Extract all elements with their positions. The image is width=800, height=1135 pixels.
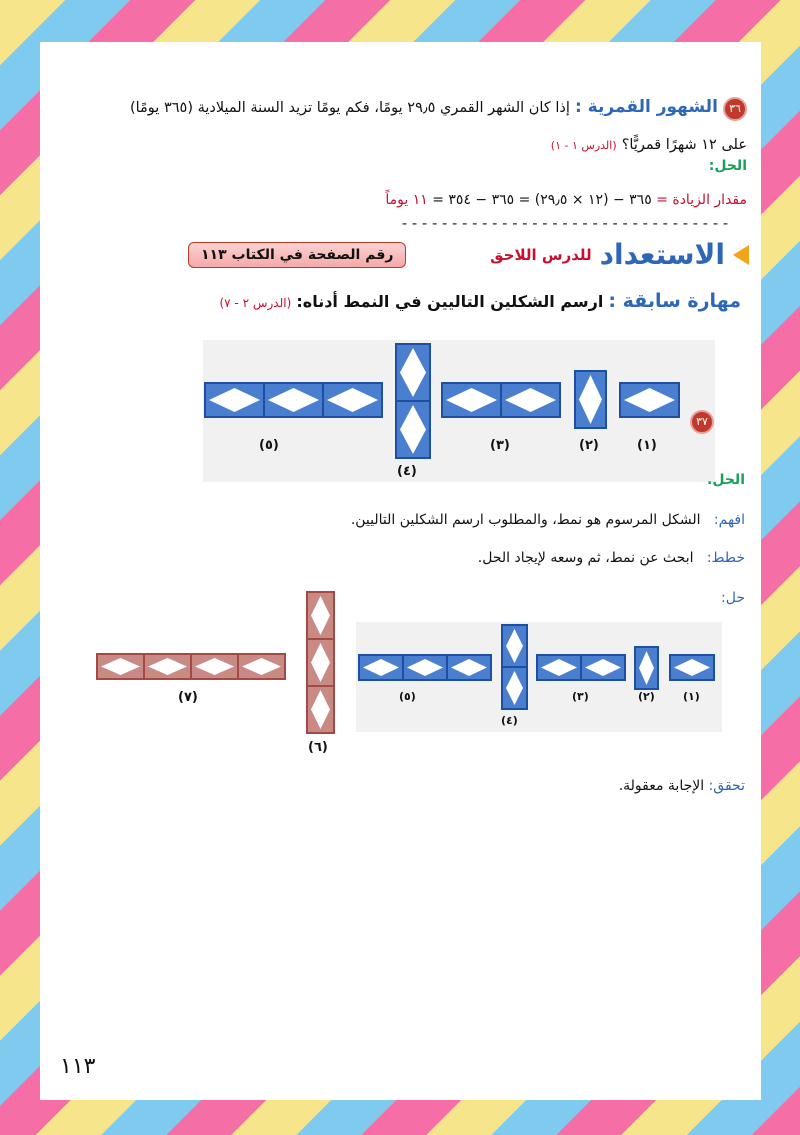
shape-5: [205, 383, 382, 417]
question-line-2: على ١٢ شهرًا قمريًّا؟: [621, 137, 747, 153]
solution-label-36: الحل:: [708, 158, 747, 174]
solution-label: الحل.: [707, 472, 745, 488]
answer-label-2: (٢): [638, 690, 655, 703]
answer-shape-4: [502, 625, 527, 709]
label-2: (٢): [579, 438, 599, 453]
shape-6: [307, 592, 334, 733]
skill-label: مهارة سابقة :: [608, 290, 741, 312]
answer-label-6: (٦): [308, 740, 328, 755]
page-number: ١١٣: [60, 1054, 96, 1079]
skill-question: ارسم الشكلين التاليين في النمط أدناه:: [296, 292, 604, 311]
shape-3: [442, 383, 560, 417]
answer-shape-5: [359, 655, 491, 680]
answer-svg: [94, 590, 724, 760]
prior-skill: [41, 290, 741, 312]
answer-shape-2: [635, 647, 658, 689]
question-36-line-2-row: [47, 134, 747, 153]
label-4: (٤): [397, 464, 417, 479]
skill-lesson-ref: (الدرس ٢ - ٧): [219, 296, 292, 310]
shape-1: [620, 383, 679, 417]
answer-label-5: (٥): [399, 690, 416, 703]
label-5: (٥): [259, 438, 279, 453]
check-label: تحقق:: [708, 778, 745, 794]
solution-prefix: مقدار الزيادة =: [656, 192, 747, 208]
answer-figure: [94, 590, 724, 770]
answer-label-7: (٧): [178, 690, 198, 705]
question-number-badge: ٣٦: [723, 97, 747, 121]
answer-label-4: (٤): [501, 714, 518, 727]
answer-shape-1: [670, 655, 714, 680]
solution-expression: ٣٦٥ − (١٢ × ٢٩٫٥) = ٣٦٥ − ٣٥٤ =: [432, 192, 652, 208]
prep-header: [490, 238, 749, 271]
solution-line-36: [47, 192, 747, 208]
plan-label: خطط:: [706, 550, 745, 566]
dashed-separator: ---------------------------------: [399, 214, 731, 232]
check-row: [619, 778, 745, 794]
shape-4: [396, 344, 430, 458]
question-topic: الشهور القمرية :: [574, 97, 718, 117]
page-sheet: [40, 42, 761, 1100]
solution-result: ١١ يوماً: [385, 192, 428, 208]
prep-title: الاستعداد: [599, 238, 725, 271]
lesson-ref: (الدرس ١ - ١): [550, 139, 617, 152]
plan-text: ابحث عن نمط، ثم وسعه لإيجاد الحل.: [477, 550, 694, 566]
triangle-icon: [733, 245, 749, 265]
question-36: [47, 97, 747, 121]
understand-label: افهم:: [713, 512, 745, 528]
label-3: (٣): [490, 438, 510, 453]
page-reference-button[interactable]: رقم الصفحة في الكتاب ١١٣: [188, 242, 406, 268]
prep-subtitle: للدرس اللاحق: [490, 245, 592, 264]
question-line-1: إذا كان الشهر القمري ٢٩٫٥ يومًا، فكم يومًا تزيد السنة الميلادية (٣٦٥ يومًا): [129, 100, 570, 116]
solve-label: حل:: [721, 590, 745, 606]
check-text: الإجابة معقولة.: [618, 778, 705, 794]
answer-shape-3: [537, 655, 625, 680]
shape-2: [575, 371, 606, 428]
question-37-badge: ٣٧: [690, 410, 714, 434]
pattern-svg: [203, 340, 715, 482]
label-1: (١): [637, 438, 657, 453]
answer-label-1: (١): [683, 690, 700, 703]
shape-7: [97, 654, 285, 679]
answer-label-3: (٣): [572, 690, 589, 703]
understand-row: [55, 512, 745, 528]
plan-row: [55, 550, 745, 566]
pattern-figure: [203, 340, 715, 482]
understand-text: الشكل المرسوم هو نمط، والمطلوب ارسم الشكلين التاليين.: [350, 512, 701, 528]
